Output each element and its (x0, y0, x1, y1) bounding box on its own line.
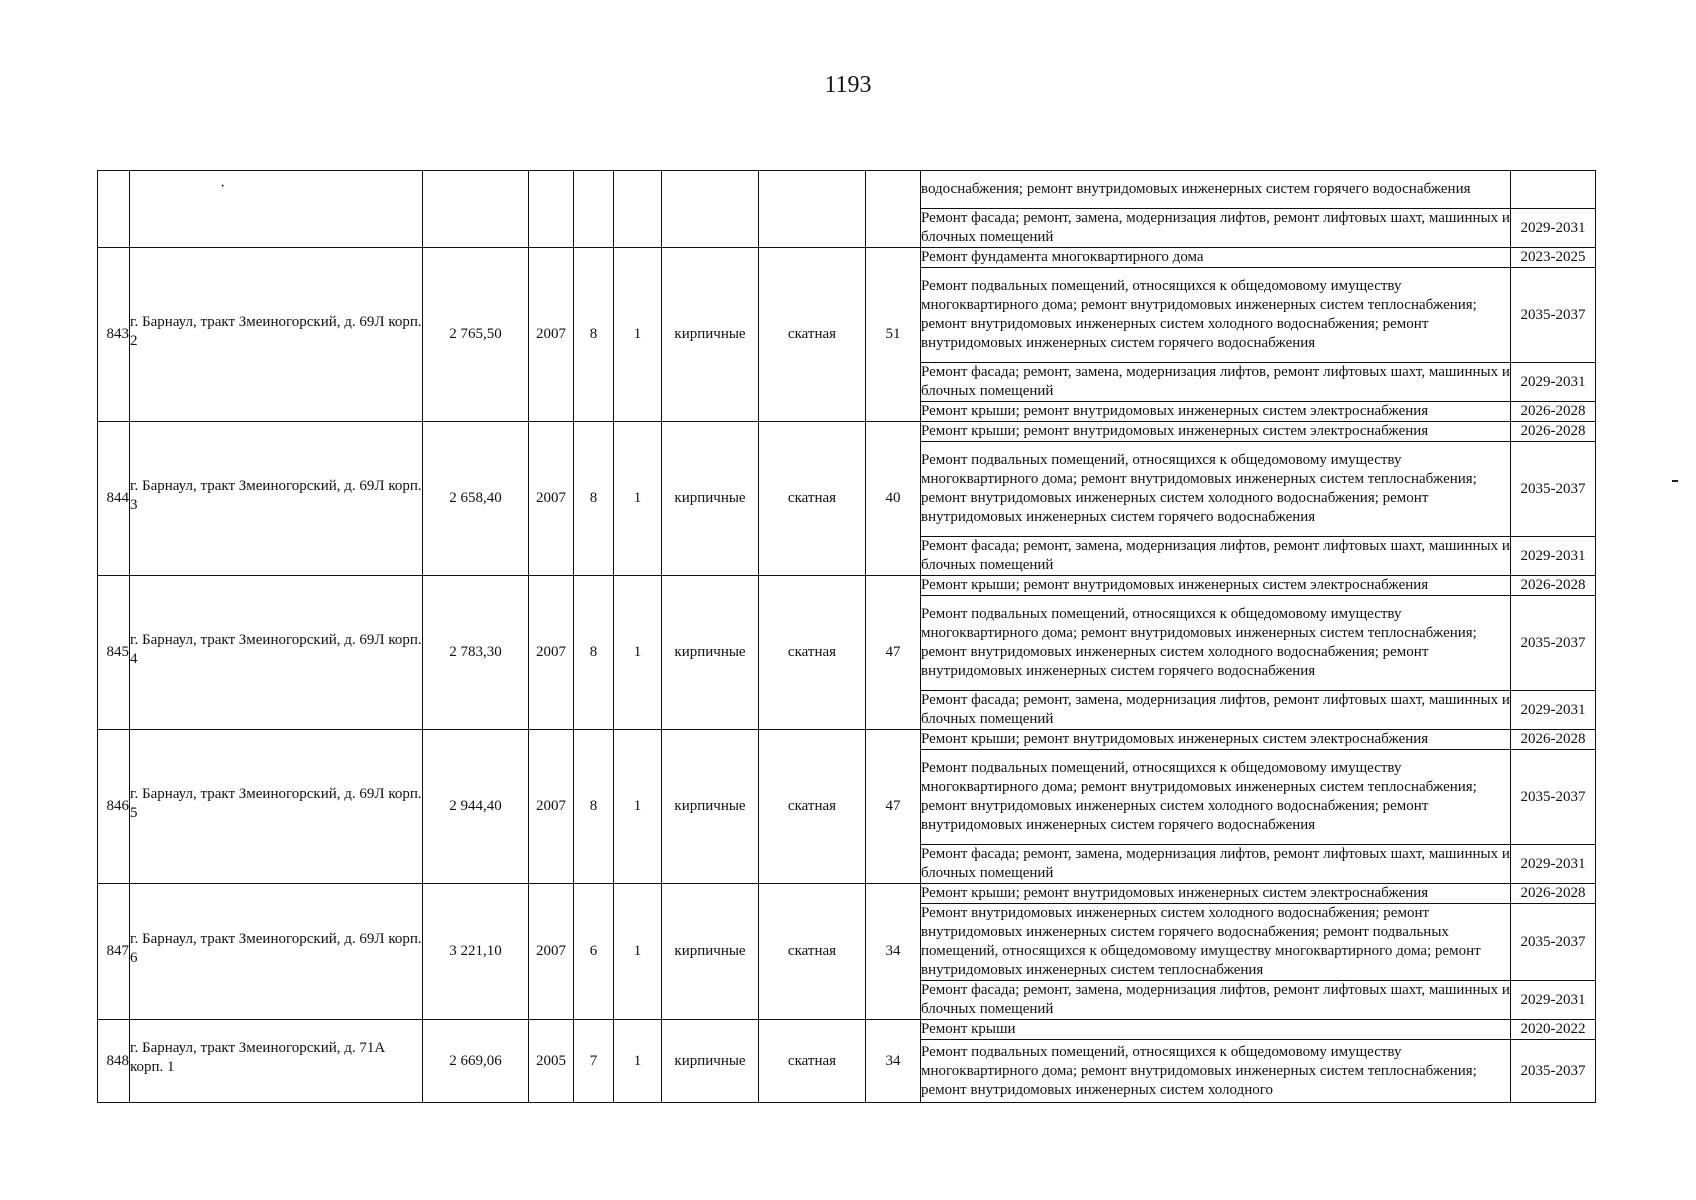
table-row (98, 730, 1596, 750)
work-period: 2029-2031 (1511, 845, 1596, 884)
floors-cell: 8 (574, 422, 614, 576)
address-cell (130, 576, 423, 730)
walls-cell: кирпичные (662, 248, 759, 422)
work-period: 2029-2031 (1511, 981, 1596, 1020)
roof-cell: скатная (759, 422, 866, 576)
table-row (98, 884, 1596, 904)
work-description: Ремонт фасада; ремонт, замена, модернизация лифтов, ремонт лифтовых шахт, машинных и блочных помещений (921, 691, 1511, 730)
row-number: 843 (98, 248, 130, 422)
work-period: 2026-2028 (1511, 422, 1596, 442)
address-text: г. Барнаул, тракт Змеиногорский, д. 71А корп. 1 (130, 1040, 386, 1075)
work-period: 2035-2037 (1511, 1040, 1596, 1103)
table-row (98, 248, 1596, 268)
work-description: Ремонт подвальных помещений, относящихся к общедомовому имуществу многоквартирного дома; ремонт внутридомовых инженерных систем теплоснабжения; ремонт внутридомовых инженерных систем холодного водоснабжения; ремонт внутридомовых инженерных систем горячего водоснабжения (921, 596, 1511, 691)
work-description: Ремонт фундамента многоквартирного дома (921, 248, 1511, 268)
floors-cell: 8 (574, 248, 614, 422)
work-period: 2035-2037 (1511, 750, 1596, 845)
address-text: г. Барнаул, тракт Змеиногорский, д. 69Л корп. 6 (130, 930, 422, 966)
area-cell (423, 171, 529, 248)
year-cell (529, 171, 574, 248)
roof-cell: скатная (759, 730, 866, 884)
work-description: Ремонт крыши; ремонт внутридомовых инженерных систем электроснабжения (921, 402, 1511, 422)
entrances-cell: 1 (614, 248, 662, 422)
area-cell: 3 221,10 (423, 884, 529, 1020)
walls-cell: кирпичные (662, 884, 759, 1020)
work-period: 2029-2031 (1511, 209, 1596, 248)
floors-cell: 7 (574, 1020, 614, 1103)
row-number: 846 (98, 730, 130, 884)
roof-cell (759, 171, 866, 248)
year-cell: 2007 (529, 730, 574, 884)
residents-cell: 34 (866, 1020, 921, 1103)
work-description: Ремонт фасада; ремонт, замена, модернизация лифтов, ремонт лифтовых шахт, машинных и блочных помещений (921, 363, 1511, 402)
work-period (1511, 171, 1596, 209)
work-description: Ремонт внутридомовых инженерных систем холодного водоснабжения; ремонт внутридомовых инженерных систем горячего водоснабжения; ремонт подвальных помещений, относящихся к общедомовому имуществу многоквартирного дома; ремонт внутридомовых инженерных систем теплоснабжения (921, 904, 1511, 981)
year-cell: 2005 (529, 1020, 574, 1103)
year-cell: 2007 (529, 576, 574, 730)
work-description: Ремонт фасада; ремонт, замена, модернизация лифтов, ремонт лифтовых шахт, машинных и блочных помещений (921, 537, 1511, 576)
page-number: 1193 (824, 72, 872, 98)
residents-cell: 47 (866, 730, 921, 884)
row-number: 844 (98, 422, 130, 576)
floors-cell: 8 (574, 576, 614, 730)
work-period: 2029-2031 (1511, 537, 1596, 576)
roof-cell: скатная (759, 248, 866, 422)
year-cell: 2007 (529, 248, 574, 422)
year-cell: 2007 (529, 422, 574, 576)
work-description: Ремонт крыши; ремонт внутридомовых инженерных систем электроснабжения (921, 576, 1511, 596)
address-cell (130, 730, 423, 884)
floors-cell: 8 (574, 730, 614, 884)
area-cell: 2 944,40 (423, 730, 529, 884)
work-description: Ремонт подвальных помещений, относящихся к общедомовому имуществу многоквартирного дома; ремонт внутридомовых инженерных систем теплоснабжения; ремонт внутридомовых инженерных систем холодного (921, 1040, 1511, 1103)
work-description: Ремонт крыши; ремонт внутридомовых инженерных систем электроснабжения (921, 884, 1511, 904)
entrances-cell: 1 (614, 422, 662, 576)
residents-cell (866, 171, 921, 248)
area-cell: 2 658,40 (423, 422, 529, 576)
work-period: 2026-2028 (1511, 576, 1596, 596)
area-cell: 2 765,50 (423, 248, 529, 422)
roof-cell: скатная (759, 884, 866, 1020)
row-number: 847 (98, 884, 130, 1020)
floors-cell: 6 (574, 884, 614, 1020)
work-period: 2026-2028 (1511, 730, 1596, 750)
work-period: 2029-2031 (1511, 691, 1596, 730)
work-description: Ремонт крыши (921, 1020, 1511, 1040)
work-description: Ремонт фасада; ремонт, замена, модернизация лифтов, ремонт лифтовых шахт, машинных и блочных помещений (921, 981, 1511, 1020)
walls-cell (662, 171, 759, 248)
roof-cell: скатная (759, 1020, 866, 1103)
address-cell (130, 248, 423, 422)
work-period: 2035-2037 (1511, 596, 1596, 691)
walls-cell: кирпичные (662, 730, 759, 884)
work-period: 2035-2037 (1511, 268, 1596, 363)
work-description: Ремонт подвальных помещений, относящихся к общедомовому имуществу многоквартирного дома; ремонт внутридомовых инженерных систем теплоснабжения; ремонт внутридомовых инженерных систем холодного водоснабжения; ремонт внутридомовых инженерных систем горячего водоснабжения (921, 442, 1511, 537)
row-number: 845 (98, 576, 130, 730)
capital-repair-table (97, 170, 1596, 1103)
year-cell: 2007 (529, 884, 574, 1020)
row-number: 848 (98, 1020, 130, 1103)
address-text: г. Барнаул, тракт Змеиногорский, д. 69Л корп. 2 (130, 313, 422, 349)
table-row (98, 1020, 1596, 1040)
residents-cell: 47 (866, 576, 921, 730)
area-cell: 2 783,30 (423, 576, 529, 730)
row-number (98, 171, 130, 248)
residents-cell: 34 (866, 884, 921, 1020)
address-text: г. Барнаул, тракт Змеиногорский, д. 69Л корп. 5 (130, 785, 422, 821)
entrances-cell: 1 (614, 884, 662, 1020)
table-row (98, 422, 1596, 442)
floors-cell (574, 171, 614, 248)
area-cell: 2 669,06 (423, 1020, 529, 1103)
work-description: водоснабжения; ремонт внутридомовых инженерных систем горячего водоснабжения (921, 171, 1511, 209)
roof-cell: скатная (759, 576, 866, 730)
residents-cell: 51 (866, 248, 921, 422)
work-description: Ремонт подвальных помещений, относящихся к общедомовому имуществу многоквартирного дома; ремонт внутридомовых инженерных систем теплоснабжения; ремонт внутридомовых инженерных систем холодного водоснабжения; ремонт внутридомовых инженерных систем горячего водоснабжения (921, 750, 1511, 845)
work-description: Ремонт крыши; ремонт внутридомовых инженерных систем электроснабжения (921, 422, 1511, 442)
table-row (98, 171, 1596, 209)
address-cell (130, 1020, 423, 1103)
work-period: 2035-2037 (1511, 442, 1596, 537)
address-text: г. Барнаул, тракт Змеиногорский, д. 69Л корп. 3 (130, 477, 422, 513)
walls-cell: кирпичные (662, 422, 759, 576)
address-cell (130, 884, 423, 1020)
scan-mark (1672, 480, 1678, 482)
work-description: Ремонт крыши; ремонт внутридомовых инженерных систем электроснабжения (921, 730, 1511, 750)
walls-cell: кирпичные (662, 1020, 759, 1103)
work-description: Ремонт фасада; ремонт, замена, модернизация лифтов, ремонт лифтовых шахт, машинных и блочных помещений (921, 845, 1511, 884)
address-cell (130, 171, 423, 248)
entrances-cell: 1 (614, 1020, 662, 1103)
table-row (98, 576, 1596, 596)
scan-speck: · (220, 178, 226, 195)
work-period: 2035-2037 (1511, 904, 1596, 981)
address-cell (130, 422, 423, 576)
address-text: г. Барнаул, тракт Змеиногорский, д. 69Л корп. 4 (130, 631, 422, 667)
work-period: 2029-2031 (1511, 363, 1596, 402)
work-period: 2020-2022 (1511, 1020, 1596, 1040)
work-period: 2023-2025 (1511, 248, 1596, 268)
entrances-cell: 1 (614, 730, 662, 884)
work-period: 2026-2028 (1511, 402, 1596, 422)
entrances-cell: 1 (614, 576, 662, 730)
work-period: 2026-2028 (1511, 884, 1596, 904)
work-description: Ремонт подвальных помещений, относящихся к общедомовому имуществу многоквартирного дома; ремонт внутридомовых инженерных систем теплоснабжения; ремонт внутридомовых инженерных систем холодного водоснабжения; ремонт внутридомовых инженерных систем горячего водоснабжения (921, 268, 1511, 363)
work-description: Ремонт фасада; ремонт, замена, модернизация лифтов, ремонт лифтовых шахт, машинных и блочных помещений (921, 209, 1511, 248)
residents-cell: 40 (866, 422, 921, 576)
entrances-cell (614, 171, 662, 248)
walls-cell: кирпичные (662, 576, 759, 730)
